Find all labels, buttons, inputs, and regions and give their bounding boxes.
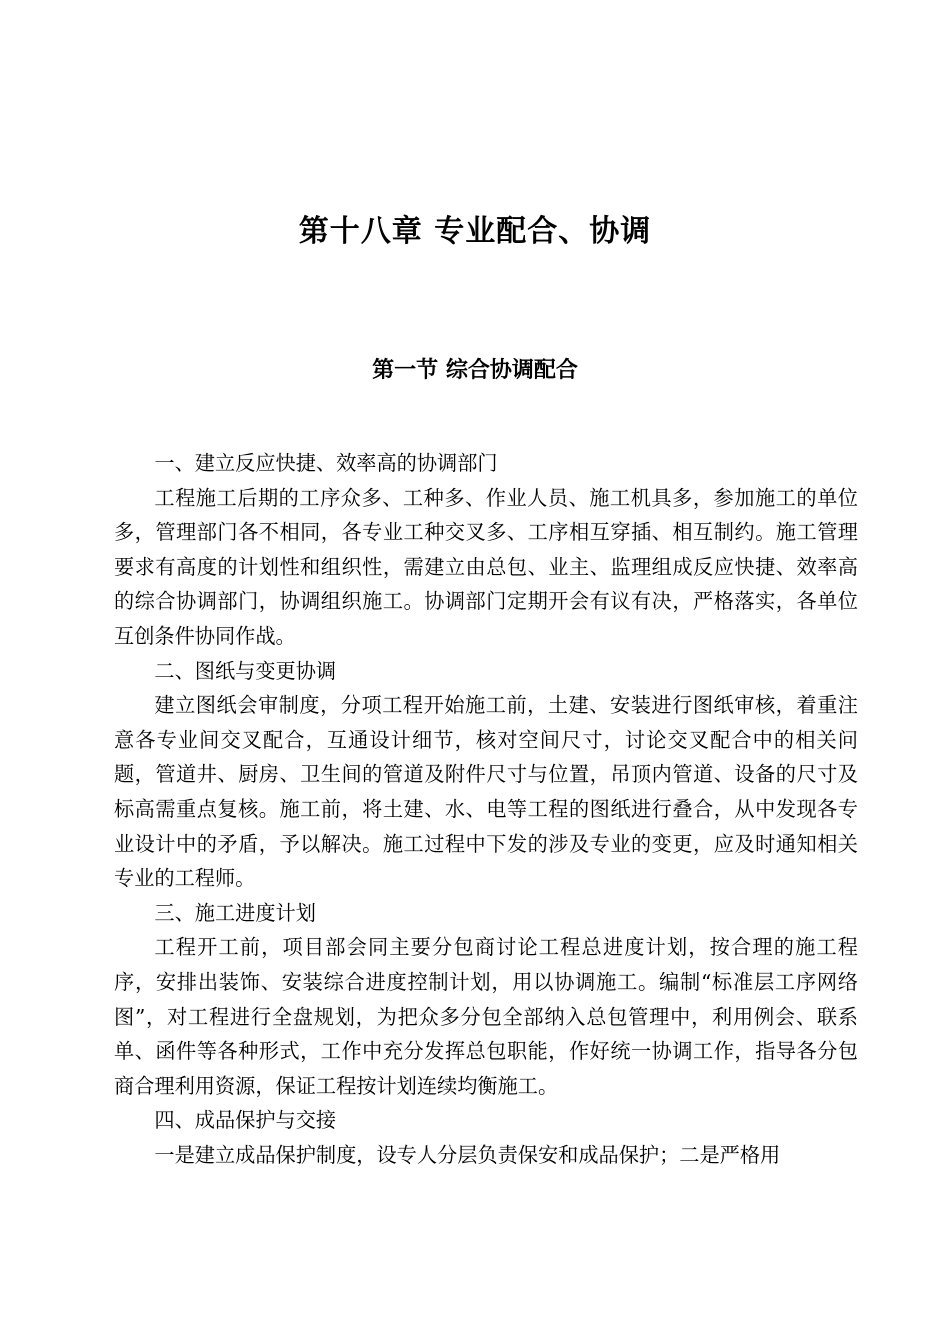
subheading-1: 一、建立反应快捷、效率高的协调部门	[154, 451, 498, 475]
subheading-3: 三、施工进度计划	[154, 900, 316, 925]
paragraph-2: 建立图纸会审制度，分项工程开始施工前，土建、安装进行图纸审核，着重注意各专业间交叉配合，互通设计细节，核对空间尺寸，讨论交叉配合中的相关问题，管道井、厨房、卫生间的管道及附件尺寸与位置，吊顶内管道、设备的尺寸及标高需重点复核。施工前，将土建、水、电等工程的图纸进行叠合，从中发现各专业设计中的矛盾，予以解决。施工过程中下发的涉及专业的变更，应及时通知相关专业的工程师。	[114, 693, 858, 891]
paragraph-4: 一是建立成品保护制度，设专人分层负责保安和成品保护；二是严格用	[154, 1142, 781, 1167]
section-title: 第一节 综合协调配合	[372, 358, 578, 384]
paragraph-3: 工程开工前，项目部会同主要分包商讨论工程总进度计划，按合理的施工程序，安排出装饰、安装综合进度控制计划，用以协调施工。编制“标准层工序网络图”，对工程进行全盘规划，为把众多分包全部纳入总包管理中，利用例会、联系单、函件等各种形式，工作中充分发挥总包职能，作好统一协调工作，指导各分包商合理利用资源，保证工程按计划连续均衡施工。	[114, 935, 858, 1098]
paragraph-1: 工程施工后期的工序众多、工种多、作业人员、施工机具多，参加施工的单位多，管理部门各不相同，各专业工种交叉多、工序相互穿插、相互制约。施工管理要求有高度的计划性和组织性，需建立由总包、业主、监理组成反应快捷、效率高的综合协调部门，协调组织施工。协调部门定期开会有议有决，严格落实，各单位互创条件协同作战。	[114, 485, 858, 648]
subheading-2: 二、图纸与变更协调	[154, 658, 337, 683]
chapter-title: 第十八章 专业配合、协调	[298, 214, 652, 250]
subheading-4: 四、成品保护与交接	[154, 1108, 337, 1133]
document-body	[114, 446, 858, 1172]
